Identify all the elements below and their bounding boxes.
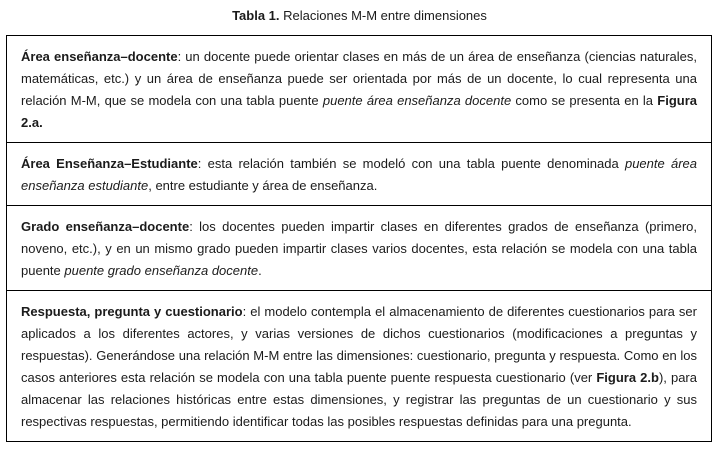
- table-cell: [7, 206, 711, 290]
- text-segment: como se presenta en la: [511, 93, 658, 108]
- row-body: [21, 304, 697, 429]
- table-caption: [0, 8, 719, 24]
- text-segment: : esta relación también se modeló con una tabla puente denominada: [197, 156, 625, 171]
- table-row: [7, 36, 711, 142]
- table-caption-label: Tabla 1.: [232, 8, 280, 23]
- text-segment: .: [258, 263, 262, 278]
- text-segment: puente grado enseñanza docente: [64, 263, 259, 278]
- row-heading: Grado enseñanza–docente: [21, 219, 190, 234]
- row-heading: Área Enseñanza–Estudiante: [21, 156, 198, 171]
- text-segment: : un docente puede orientar clases en más de un área de enseñanza (ciencias naturales, matemáticas, etc.) y un área de enseñanza puede ser orientada por más de un docente, lo cual representa una relación M-M, que se modela con una tabla puente: [21, 49, 697, 108]
- row-heading: Respuesta, pregunta y cuestionario: [21, 304, 243, 319]
- mm-relations-table: [6, 35, 712, 442]
- text-segment: puente área enseñanza docente: [322, 93, 512, 108]
- table-cell: [7, 291, 711, 441]
- row-heading: Área enseñanza–docente: [21, 49, 178, 64]
- text-segment: Figura 2.a.: [21, 93, 697, 130]
- table-row: [7, 205, 711, 290]
- text-segment: , entre estudiante y área de enseñanza.: [148, 178, 378, 193]
- table-cell: [7, 36, 711, 142]
- table-caption-text: Relaciones M-M entre dimensiones: [279, 8, 487, 23]
- table-row: [7, 142, 711, 205]
- table-row: [7, 290, 711, 441]
- text-segment: : los docentes pueden impartir clases en diferentes grados de enseñanza (primero, noveno, etc.), y en un mismo grado pueden impartir clases varios docentes, esta relación se modela con una tabla puente: [21, 219, 697, 278]
- document-page: [0, 8, 719, 442]
- text-segment: ), para almacenar las relaciones históricas entre estas dimensiones, y registrar las preguntas de un cuestionario y sus respectivas respuestas, permitiendo identificar todas las posibles respuestas definidas para una pregunta.: [21, 370, 697, 429]
- table-cell: [7, 143, 711, 205]
- text-segment: : el modelo contempla el almacenamiento de diferentes cuestionarios para ser aplicados a los diferentes actores, y varias versiones de dichos cuestionarios (modificaciones a preguntas y respuestas). Generándose una relación M-M entre las dimensiones: cuestionario, pregunta y respuesta. Como en los casos anteriores esta relación se modela con una tabla puente puente respuesta cuestionario (ver: [21, 304, 697, 385]
- text-segment: Figura 2.b: [596, 370, 659, 385]
- text-segment: puente área enseñanza estudiante: [21, 156, 697, 193]
